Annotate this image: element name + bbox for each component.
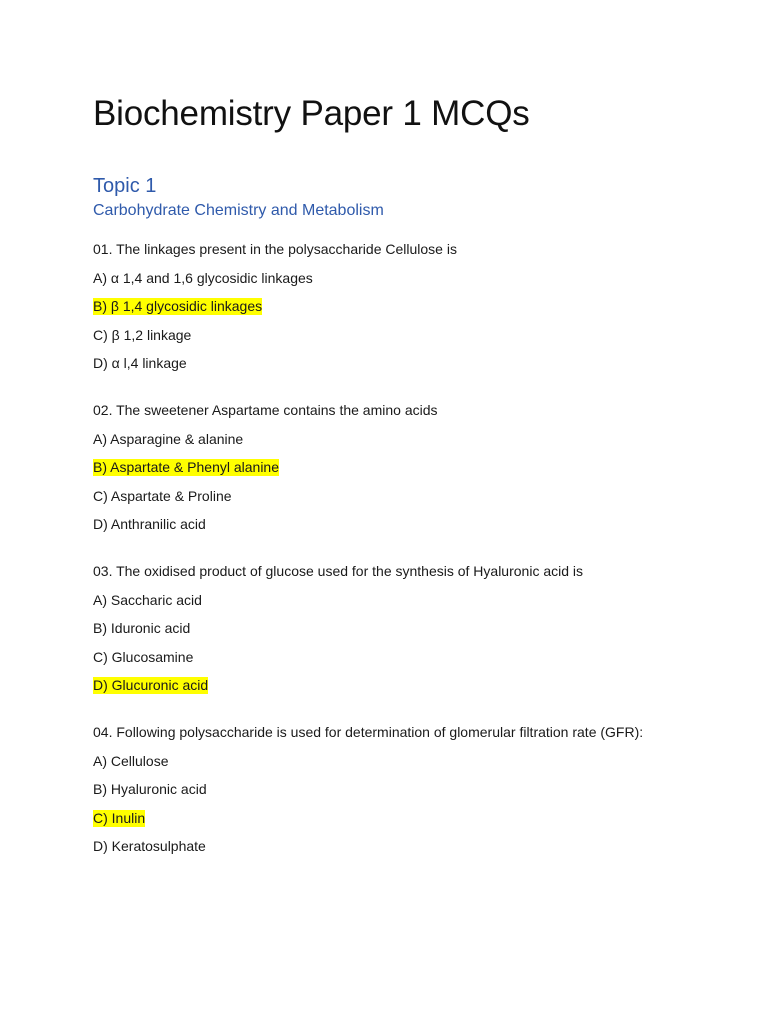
answer-option-text: D) α l,4 linkage bbox=[93, 355, 187, 371]
topic-heading: Topic 1 bbox=[93, 175, 157, 197]
answer-option-text: B) Iduronic acid bbox=[93, 620, 191, 636]
answer-option-highlighted bbox=[93, 676, 653, 695]
answer-option bbox=[93, 354, 653, 373]
answer-option bbox=[93, 430, 653, 449]
answer-option-highlighted bbox=[93, 297, 653, 316]
answer-option bbox=[93, 326, 653, 345]
question-text: 02. The sweetener Aspartame contains the amino acids bbox=[93, 402, 438, 418]
question-block bbox=[93, 240, 653, 373]
answer-option bbox=[93, 515, 653, 534]
answer-option-text: D) Glucuronic acid bbox=[93, 677, 209, 693]
answer-option-text: B) β 1,4 glycosidic linkages bbox=[93, 298, 263, 314]
answer-option-text: A) Cellulose bbox=[93, 752, 169, 769]
answer-option-text: B) Aspartate & Phenyl alanine bbox=[93, 459, 280, 475]
answer-option-text: D) Anthranilic acid bbox=[93, 516, 206, 532]
question-block bbox=[93, 401, 653, 534]
document-content bbox=[93, 92, 653, 884]
answer-option-highlighted bbox=[93, 458, 653, 477]
question-text: 01. The linkages present in the polysaccharide Cellulose is bbox=[93, 241, 457, 257]
document-title: Biochemistry Paper 1 MCQs bbox=[93, 94, 530, 133]
question-block bbox=[93, 723, 653, 856]
answer-option bbox=[93, 269, 653, 288]
answer-option-text: C) Inulin bbox=[93, 809, 146, 826]
answer-option bbox=[93, 619, 653, 638]
answer-option bbox=[93, 487, 653, 506]
question-list bbox=[93, 240, 653, 856]
answer-option bbox=[93, 648, 653, 667]
topic-subheading: Carbohydrate Chemistry and Metabolism bbox=[93, 202, 384, 219]
question-text: 04. Following polysaccharide is used for determination of glomerular filtration rate (GFR): bbox=[93, 724, 644, 740]
answer-option-text: C) Aspartate & Proline bbox=[93, 487, 232, 504]
answer-option bbox=[93, 780, 653, 799]
question-block bbox=[93, 562, 653, 695]
answer-option bbox=[93, 591, 653, 610]
question-text: 03. The oxidised product of glucose used for the synthesis of Hyaluronic acid is bbox=[93, 563, 584, 579]
answer-option-highlighted bbox=[93, 809, 653, 828]
answer-option bbox=[93, 837, 653, 856]
answer-option bbox=[93, 752, 653, 771]
answer-option-text: A) Saccharic acid bbox=[93, 591, 202, 608]
answer-option-text: C) β 1,2 linkage bbox=[93, 326, 192, 343]
answer-option-text: D) Keratosulphate bbox=[93, 838, 206, 854]
answer-option-text: C) Glucosamine bbox=[93, 648, 194, 665]
answer-option-text: B) Hyaluronic acid bbox=[93, 781, 207, 797]
answer-option-text: A) Asparagine & alanine bbox=[93, 430, 244, 447]
answer-option-text: A) α 1,4 and 1,6 glycosidic linkages bbox=[93, 269, 313, 286]
